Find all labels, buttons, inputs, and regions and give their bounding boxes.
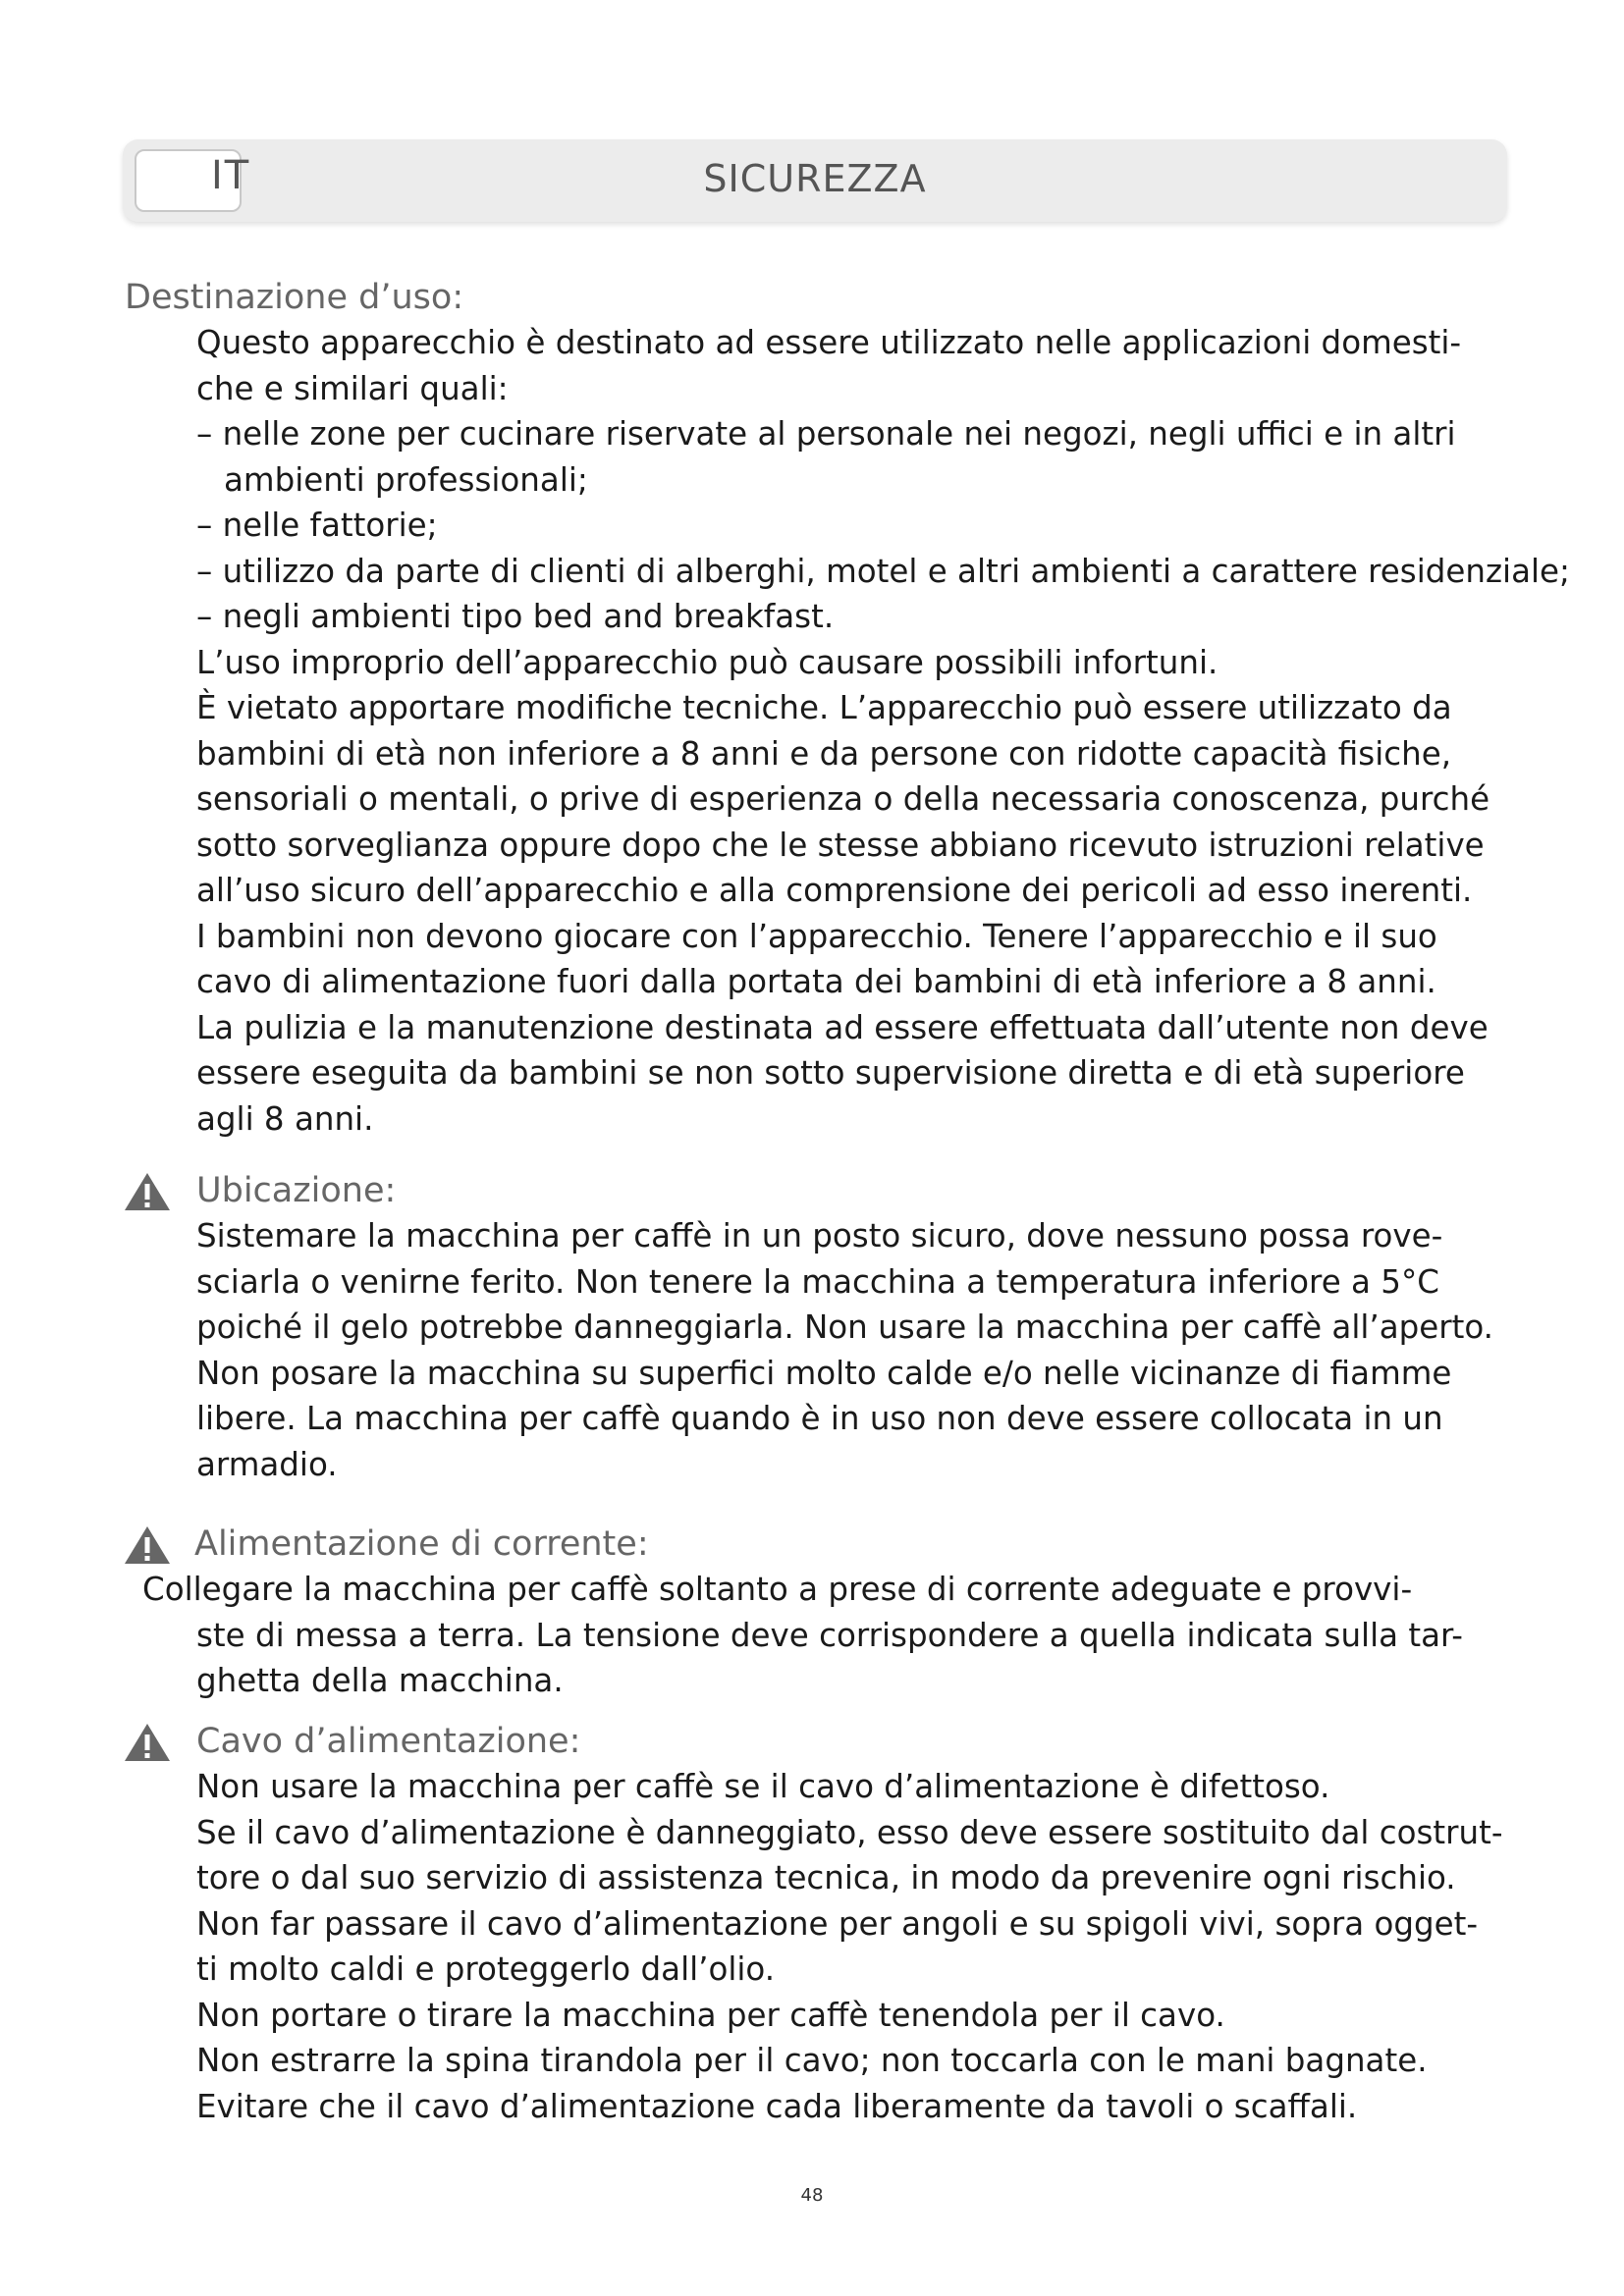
body-line: – negli ambienti tipo bed and breakfast. (196, 598, 835, 635)
section-heading: Ubicazione: (196, 1171, 397, 1210)
body-line: Evitare che il cavo d’alimentazione cada liberamente da tavoli o scaffali. (196, 2087, 1358, 2125)
body-line: poiché il gelo potrebbe danneggiarla. Non usare la macchina per caffè all’aperto. (196, 1308, 1494, 1346)
body-line: Se il cavo d’alimentazione è danneggiato, esso deve essere sostituito dal costrut- (196, 1813, 1503, 1851)
body-line: bambini di età non inferiore a 8 anni e da persone con ridotte capacità fisiche, (196, 734, 1452, 773)
body-line: cavo di alimentazione fuori dalla portata dei bambini di età inferiore a 8 anni. (196, 963, 1436, 1000)
body-line: L’uso improprio dell’apparecchio può causare possibili infortuni. (196, 643, 1218, 681)
body-line: – nelle fattorie; (196, 507, 438, 544)
body-line: – utilizzo da parte di clienti di alberghi, motel e altri ambienti a carattere residenziale; (196, 552, 1570, 590)
body-line: Sistemare la macchina per caffè in un posto sicuro, dove nessuno possa rove- (196, 1217, 1443, 1255)
body-line: La pulizia e la manutenzione destinata ad essere effettuata dall’utente non deve (196, 1008, 1489, 1046)
warning-icon (124, 1723, 171, 1762)
body-line: Non usare la macchina per caffè se il cavo d’alimentazione è difettoso. (196, 1768, 1330, 1805)
body-line: sciarla o venirne ferito. Non tenere la macchina a temperatura inferiore a 5°C (196, 1262, 1439, 1301)
body-line: sotto sorveglianza oppure dopo che le stesse abbiano ricevuto istruzioni relative (196, 826, 1485, 864)
body-line: armadio. (196, 1445, 338, 1483)
body-line: ti molto caldi e proteggerlo dall’olio. (196, 1950, 776, 1988)
section-location (0, 1168, 1624, 1487)
page-number: 48 (800, 2185, 824, 2206)
body-line: ghetta della macchina. (196, 1662, 564, 1699)
body-line: Collegare la macchina per caffè soltanto a prese di corrente adeguate e provvi- (142, 1571, 1413, 1608)
warning-icon (124, 1525, 171, 1565)
section-power-supply (0, 1522, 1624, 1704)
body-line: ste di messa a terra. La tensione deve corrispondere a quella indicata sulla tar- (196, 1616, 1464, 1654)
section-intended-use (0, 275, 1624, 1142)
body-line: Non far passare il cavo d’alimentazione per angoli e su spigoli vivi, sopra ogget- (196, 1904, 1479, 1943)
body-line: che e similari quali: (196, 369, 509, 407)
page-title: SICUREZZA (703, 157, 927, 200)
body-line: libere. La macchina per caffè quando è in uso non deve essere collocata in un (196, 1400, 1443, 1437)
body-line: tore o dal suo servizio di assistenza tecnica, in modo da prevenire ogni rischio. (196, 1859, 1456, 1896)
language-code: IT (211, 153, 251, 198)
body-line: Non portare o tirare la macchina per caffè tenendola per il cavo. (196, 1996, 1225, 2034)
body-line: – nelle zone per cucinare riservate al personale nei negozi, negli uffici e in altri (196, 415, 1456, 453)
body-line: ambienti professionali; (224, 460, 588, 499)
body-line: agli 8 anni. (196, 1099, 374, 1138)
section-heading: Cavo d’alimentazione: (196, 1722, 581, 1761)
body-line: È vietato apportare modifiche tecniche. L’apparecchio può essere utilizzato da (196, 689, 1452, 726)
body-line: I bambini non devono giocare con l’apparecchio. Tenere l’apparecchio e il suo (196, 917, 1437, 955)
body-line: Questo apparecchio è destinato ad essere utilizzato nelle applicazioni domesti- (196, 324, 1462, 361)
body-line: Non estrarre la spina tirandola per il cavo; non toccarla con le mani bagnate. (196, 2042, 1428, 2079)
section-power-cord (0, 1719, 1624, 2129)
body-line: essere eseguita da bambini se non sotto supervisione diretta e di età superiore (196, 1054, 1465, 1092)
body-line: sensoriali o mentali, o prive di esperienza o della necessaria conoscenza, purché (196, 780, 1490, 818)
warning-icon (124, 1172, 171, 1211)
section-heading: Alimentazione di corrente: (194, 1524, 649, 1564)
body-line: Non posare la macchina su superfici molto calde e/o nelle vicinanze di fiamme (196, 1354, 1452, 1392)
body-line: all’uso sicuro dell’apparecchio e alla comprensione dei pericoli ad esso inerenti. (196, 872, 1473, 909)
section-heading: Destinazione d’uso: (125, 278, 464, 317)
section-header-bar (123, 139, 1507, 222)
